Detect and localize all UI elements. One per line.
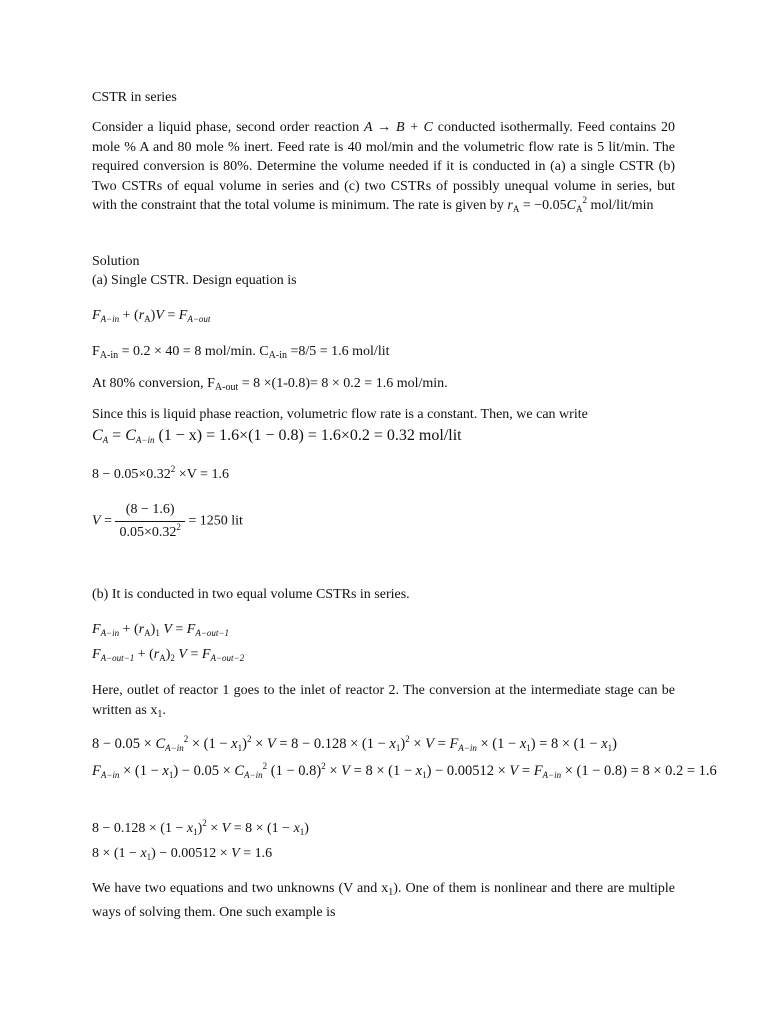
problem-text-2: conducted isothermally. Feed contains 20 mole % A and 80 mole % inert. Feed rate is 40 mol/min and the volumetric flow rate is 5 lit/min. The required conversion is 80%. Determine the volume needed if it is conducted in (a) a single CSTR (b) Two CSTRs of equal volume in series and (c) two CSTRs of possibly unequal volume in series, but with the constraint that the total volume is minimum. The rate is given by <box>92 120 676 213</box>
conversion-line: At 80% conversion, $F_{A-out} = 8 \times(1-0.8)= 8 \times 0.2 = 1.6$ mol/min. <box>92 376 448 393</box>
rate-units: mol/lit/min <box>590 198 654 213</box>
balance-equation-a: $8 - 0.05\times 0.32^2 \times V = 1.6$ <box>92 464 229 482</box>
balance-equation-b1: $8 - 0.05 \times C_{A-in}^2 \times (1 - x_1)^2 \times V = 8 - 0.128 \times (1 - x_1)^2 \times V = F_{A-in} \times (1 - x_1) = 8 \times (1 - x_1)$ <box>92 734 617 753</box>
design-equation-b1: $F_{A-in} + (r_A)_1$ $V = F_{A-out-1}$ <box>92 622 230 638</box>
part-a-text: (a) Single CSTR. Design equation is <box>92 273 297 288</box>
reduced-equation-1: $8 - 0.128 \times (1 - x_1)^2 \times V = 8 \times (1 - x_1)$ <box>92 818 309 837</box>
design-equation-a: $F_{A-in} + (r_A)V = F_{A-out}$ <box>92 308 211 324</box>
volume-fraction: $\frac{(8 - 1.6)}{0.05\times 0.32^2}$ <box>115 499 184 544</box>
rate-equation: $r_A = -0.05C_A^2$ <box>507 195 588 214</box>
problem-text-1: Consider a liquid phase, second order reaction <box>92 120 360 135</box>
reaction-equation: A → B + C <box>364 120 433 135</box>
volume-equation-a: V = $\frac{(8 - 1.6)}{0.05\times 0.32^2}$ = 1250 lit <box>92 499 243 544</box>
part-b-text: (b) It is conducted in two equal volume CSTRs in series. <box>92 587 410 602</box>
page-title: CSTR in series <box>92 90 177 105</box>
problem-statement <box>92 118 675 216</box>
solution-heading: Solution <box>92 254 140 269</box>
ca-equation: $C_A = C_{A-in}$ (1 − x) = 1.6×(1 − 0.8) = 1.6×0.2 = 0.32 mol/lit <box>92 427 462 445</box>
liquid-phase-text: Since this is liquid phase reaction, volumetric flow rate is a constant. Then, we can write <box>92 407 588 422</box>
final-paragraph: We have two equations and two unknowns (V and $x_1$). One of them is nonlinear and there are multiple ways of solving them. One such example is <box>92 881 675 920</box>
balance-equation-b2: $F_{A-in} \times (1 - x_1) - 0.05 \times C_{A-in}^2$ $(1 - 0.8)^2 \times V = 8 \times (1 - x_1) - 0.00512 \times V = F_{A-in} \times (1 - 0.8) = 8 \times 0.2 = 1.6$ <box>92 761 717 780</box>
fa-in-line: $F_{A-in} = 0.2 \times 40 = 8$ mol/min. $C_{A-in} =8/5 = 1.6$ mol/lit <box>92 344 390 361</box>
reduced-equation-2: $8 \times (1 - x_1) - 0.00512 \times V = 1.6$ <box>92 846 273 862</box>
design-equation-b2: $F_{A-out-1} + (r_A)_2$ $V = F_{A-out-2}$ <box>92 647 245 663</box>
intermediate-stage-text: Here, outlet of reactor 1 goes to the inlet of reactor 2. The conversion at the intermediate stage can be written as $x_1$. <box>92 683 675 720</box>
